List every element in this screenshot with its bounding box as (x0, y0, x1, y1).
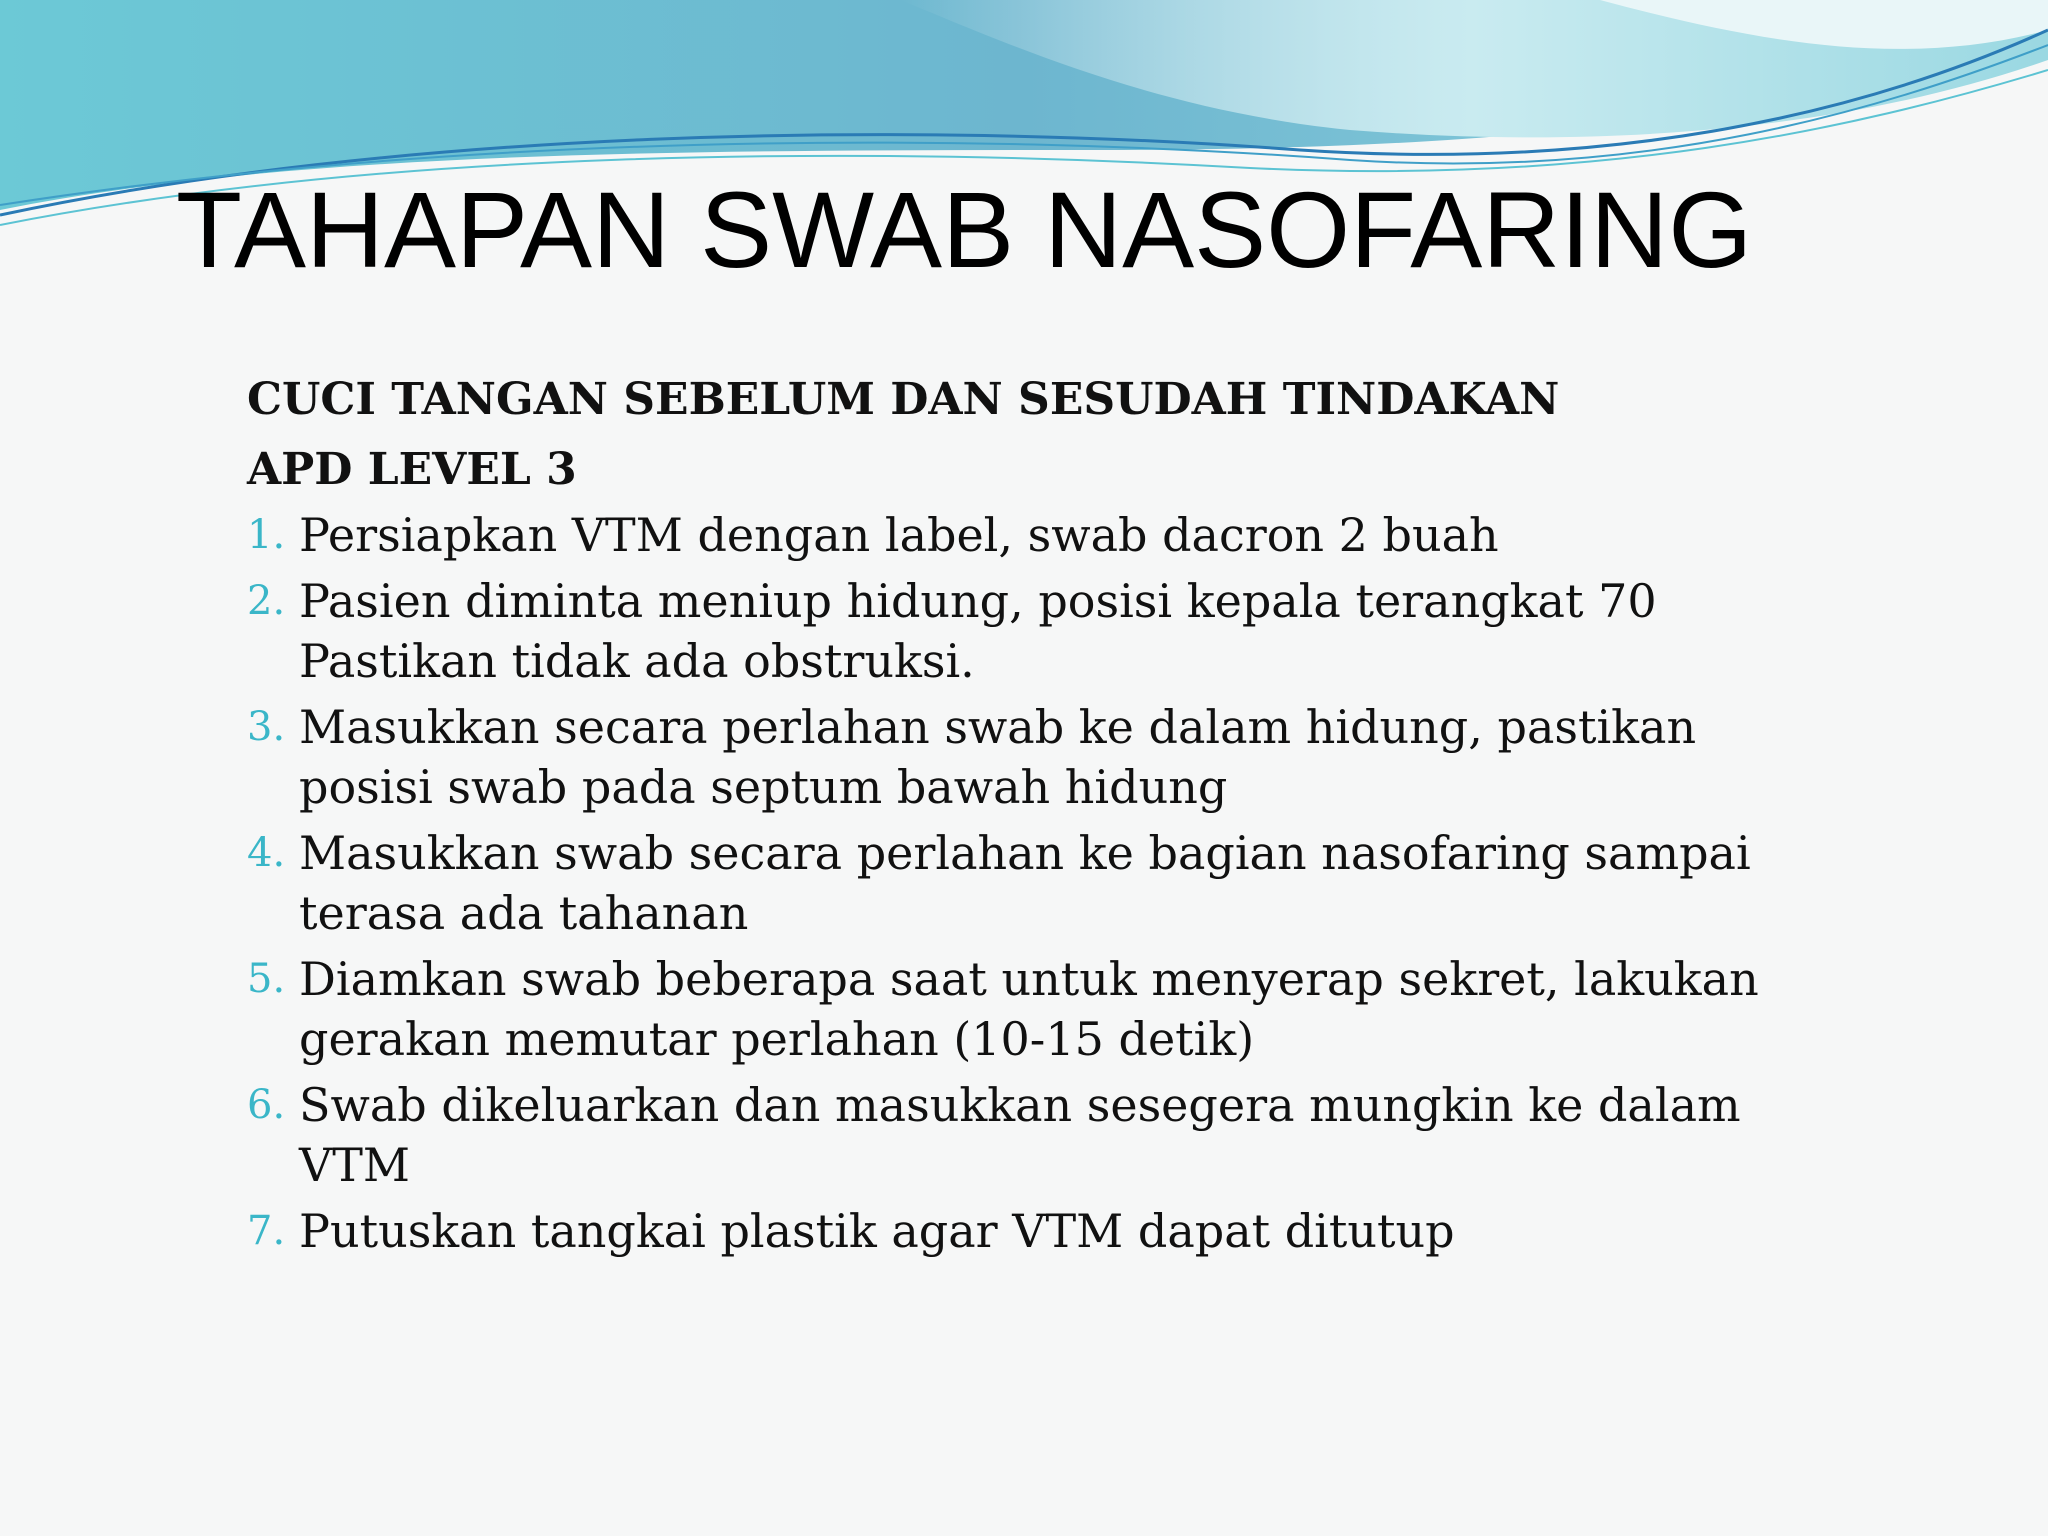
step-text: Masukkan swab secara perlahan ke bagian nasofaring sampai terasa ada tahanan (299, 826, 1751, 940)
step-number: 2. (247, 578, 286, 624)
heading-hand-washing: CUCI TANGAN SEBELUM DAN SESUDAH TINDAKAN (247, 374, 1560, 425)
list-item (247, 1201, 1807, 1261)
step-text: Diamkan swab beberapa saat untuk menyerap sekret, lakukan gerakan memutar perlahan (10-15 detik) (299, 952, 1759, 1066)
step-number: 4. (247, 830, 286, 876)
step-number: 1. (247, 512, 286, 558)
list-item (247, 505, 1807, 565)
step-number: 6. (247, 1082, 286, 1128)
slide-title: TAHAPAN SWAB NASOFARING (176, 169, 1753, 290)
steps-list (247, 505, 1807, 1261)
heading-ppe-level: APD LEVEL 3 (247, 444, 577, 495)
step-text: Swab dikeluarkan dan masukkan sesegera mungkin ke dalam VTM (299, 1078, 1741, 1192)
step-text: Masukkan secara perlahan swab ke dalam hidung, pastikan posisi swab pada septum bawah hidung (299, 700, 1697, 814)
slide-body (247, 365, 1807, 1267)
list-item (247, 571, 1679, 691)
step-number: 3. (247, 704, 286, 750)
list-item (247, 949, 1819, 1069)
step-text: Pasien diminta meniup hidung, posisi kepala terangkat 70 Pastikan tidak ada obstruksi. (299, 574, 1657, 688)
step-text: Persiapkan VTM dengan label, swab dacron 2 buah (299, 508, 1499, 562)
list-item (247, 697, 1779, 817)
step-text: Putuskan tangkai plastik agar VTM dapat ditutup (299, 1204, 1455, 1258)
step-number: 7. (247, 1208, 286, 1254)
list-item (247, 823, 1819, 943)
step-number: 5. (247, 956, 286, 1002)
list-item (247, 1075, 1799, 1195)
